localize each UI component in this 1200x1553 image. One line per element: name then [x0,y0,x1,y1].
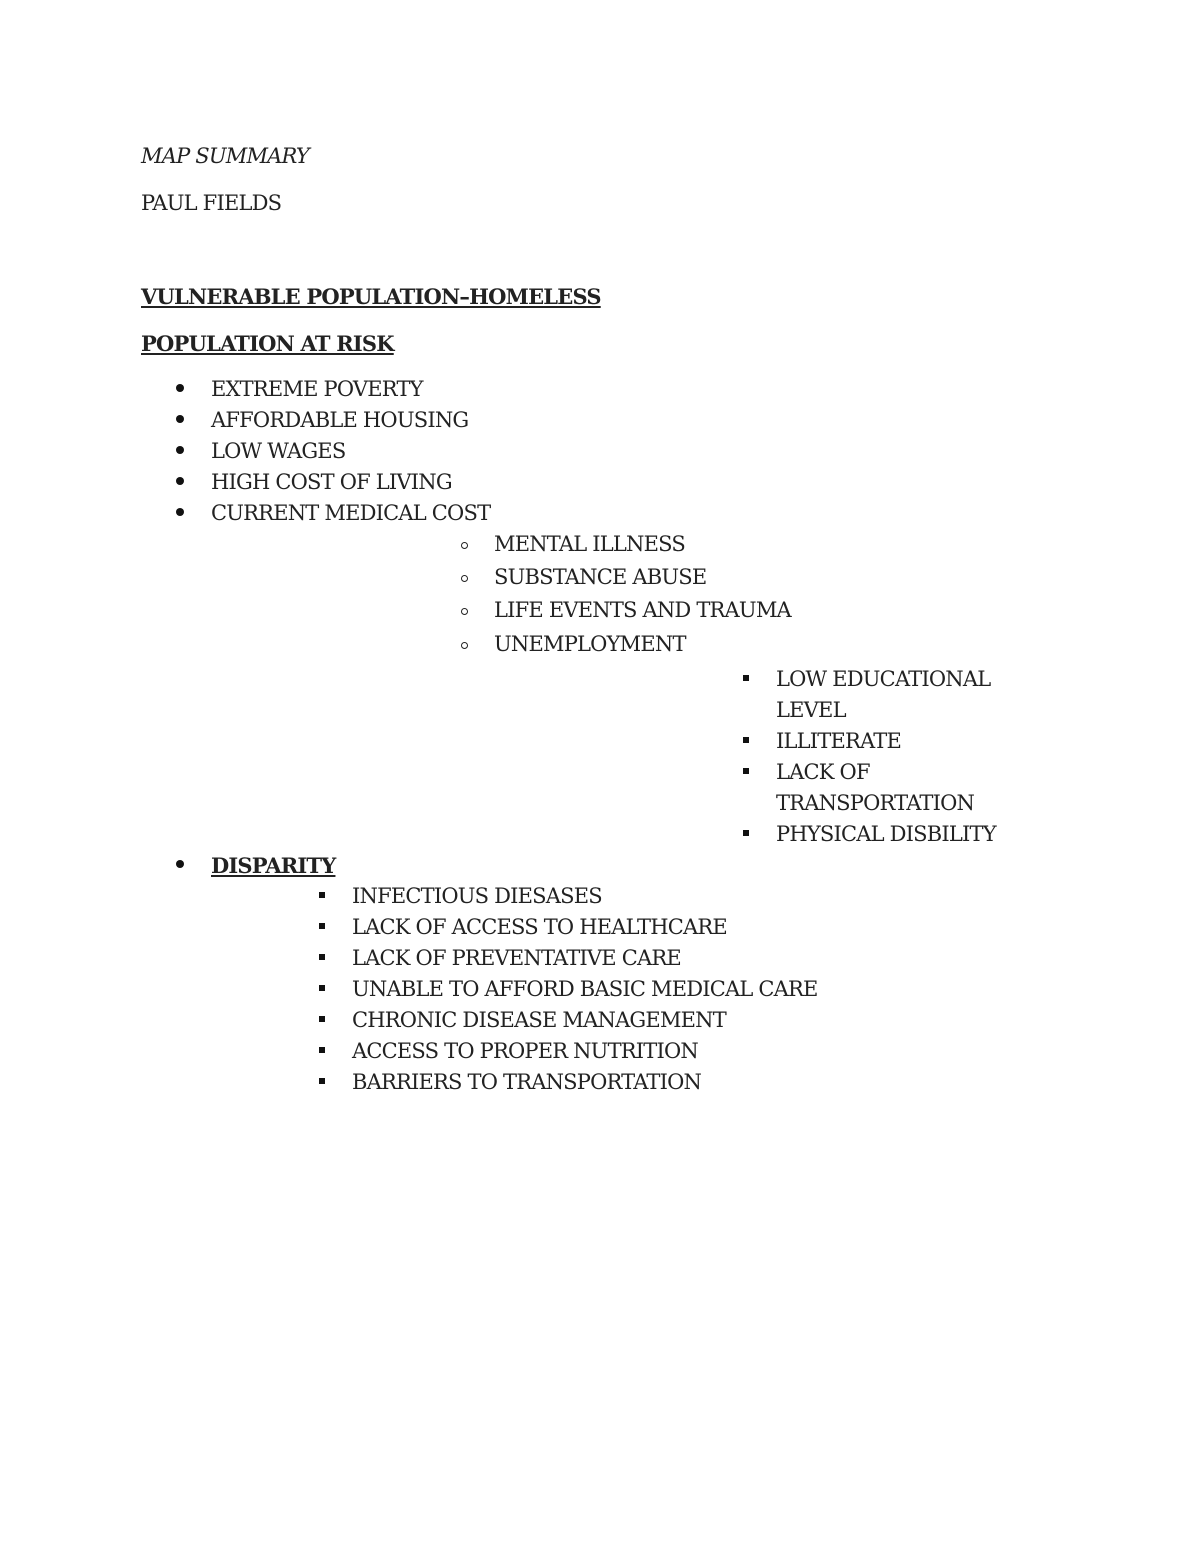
square-bullet-icon [743,830,749,836]
list-item: UNEMPLOYMENT [494,632,686,656]
list-item: PHYSICAL DISBILITY [776,822,996,846]
list-item: EXTREME POVERTY [211,377,423,401]
square-bullet-icon [319,954,325,960]
square-bullet-icon [319,892,325,898]
square-bullet-icon [319,923,325,929]
circle-bullet-icon [461,542,468,549]
list-item: CURRENT MEDICAL COST [211,501,491,525]
list-item: MENTAL ILLNESS [494,532,685,556]
bullet-icon [176,860,184,868]
list-item: HIGH COST OF LIVING [211,470,452,494]
list-item-continuation: LEVEL [776,698,846,722]
bullet-icon [176,477,184,485]
list-item: LACK OF ACCESS TO HEALTHCARE [352,915,727,939]
document-title: MAP SUMMARY [141,144,309,168]
list-item-continuation: TRANSPORTATION [776,791,975,815]
list-item: LOW EDUCATIONAL [776,667,991,691]
circle-bullet-icon [461,642,468,649]
list-item: ILLITERATE [776,729,901,753]
list-item: LOW WAGES [211,439,346,463]
bullet-icon [176,384,184,392]
heading-vulnerable-population: VULNERABLE POPULATION–HOMELESS [141,284,601,309]
square-bullet-icon [743,675,749,681]
list-item: LACK OF [776,760,870,784]
bullet-icon [176,508,184,516]
list-item: LACK OF PREVENTATIVE CARE [352,946,681,970]
list-item: ACCESS TO PROPER NUTRITION [352,1039,698,1063]
circle-bullet-icon [461,608,468,615]
circle-bullet-icon [461,575,468,582]
list-item: LIFE EVENTS AND TRAUMA [494,598,791,622]
square-bullet-icon [743,768,749,774]
list-item: INFECTIOUS DIESASES [352,884,602,908]
bullet-icon [176,415,184,423]
list-item: SUBSTANCE ABUSE [494,565,707,589]
square-bullet-icon [319,1016,325,1022]
author-name: PAUL FIELDS [141,191,282,215]
heading-disparity: DISPARITY [211,853,336,878]
list-item: CHRONIC DISEASE MANAGEMENT [352,1008,726,1032]
square-bullet-icon [743,737,749,743]
square-bullet-icon [319,1078,325,1084]
heading-population-at-risk: POPULATION AT RISK [141,331,394,356]
square-bullet-icon [319,985,325,991]
square-bullet-icon [319,1047,325,1053]
list-item: BARRIERS TO TRANSPORTATION [352,1070,702,1094]
bullet-icon [176,446,184,454]
list-item: UNABLE TO AFFORD BASIC MEDICAL CARE [352,977,818,1001]
list-item: AFFORDABLE HOUSING [211,408,469,432]
